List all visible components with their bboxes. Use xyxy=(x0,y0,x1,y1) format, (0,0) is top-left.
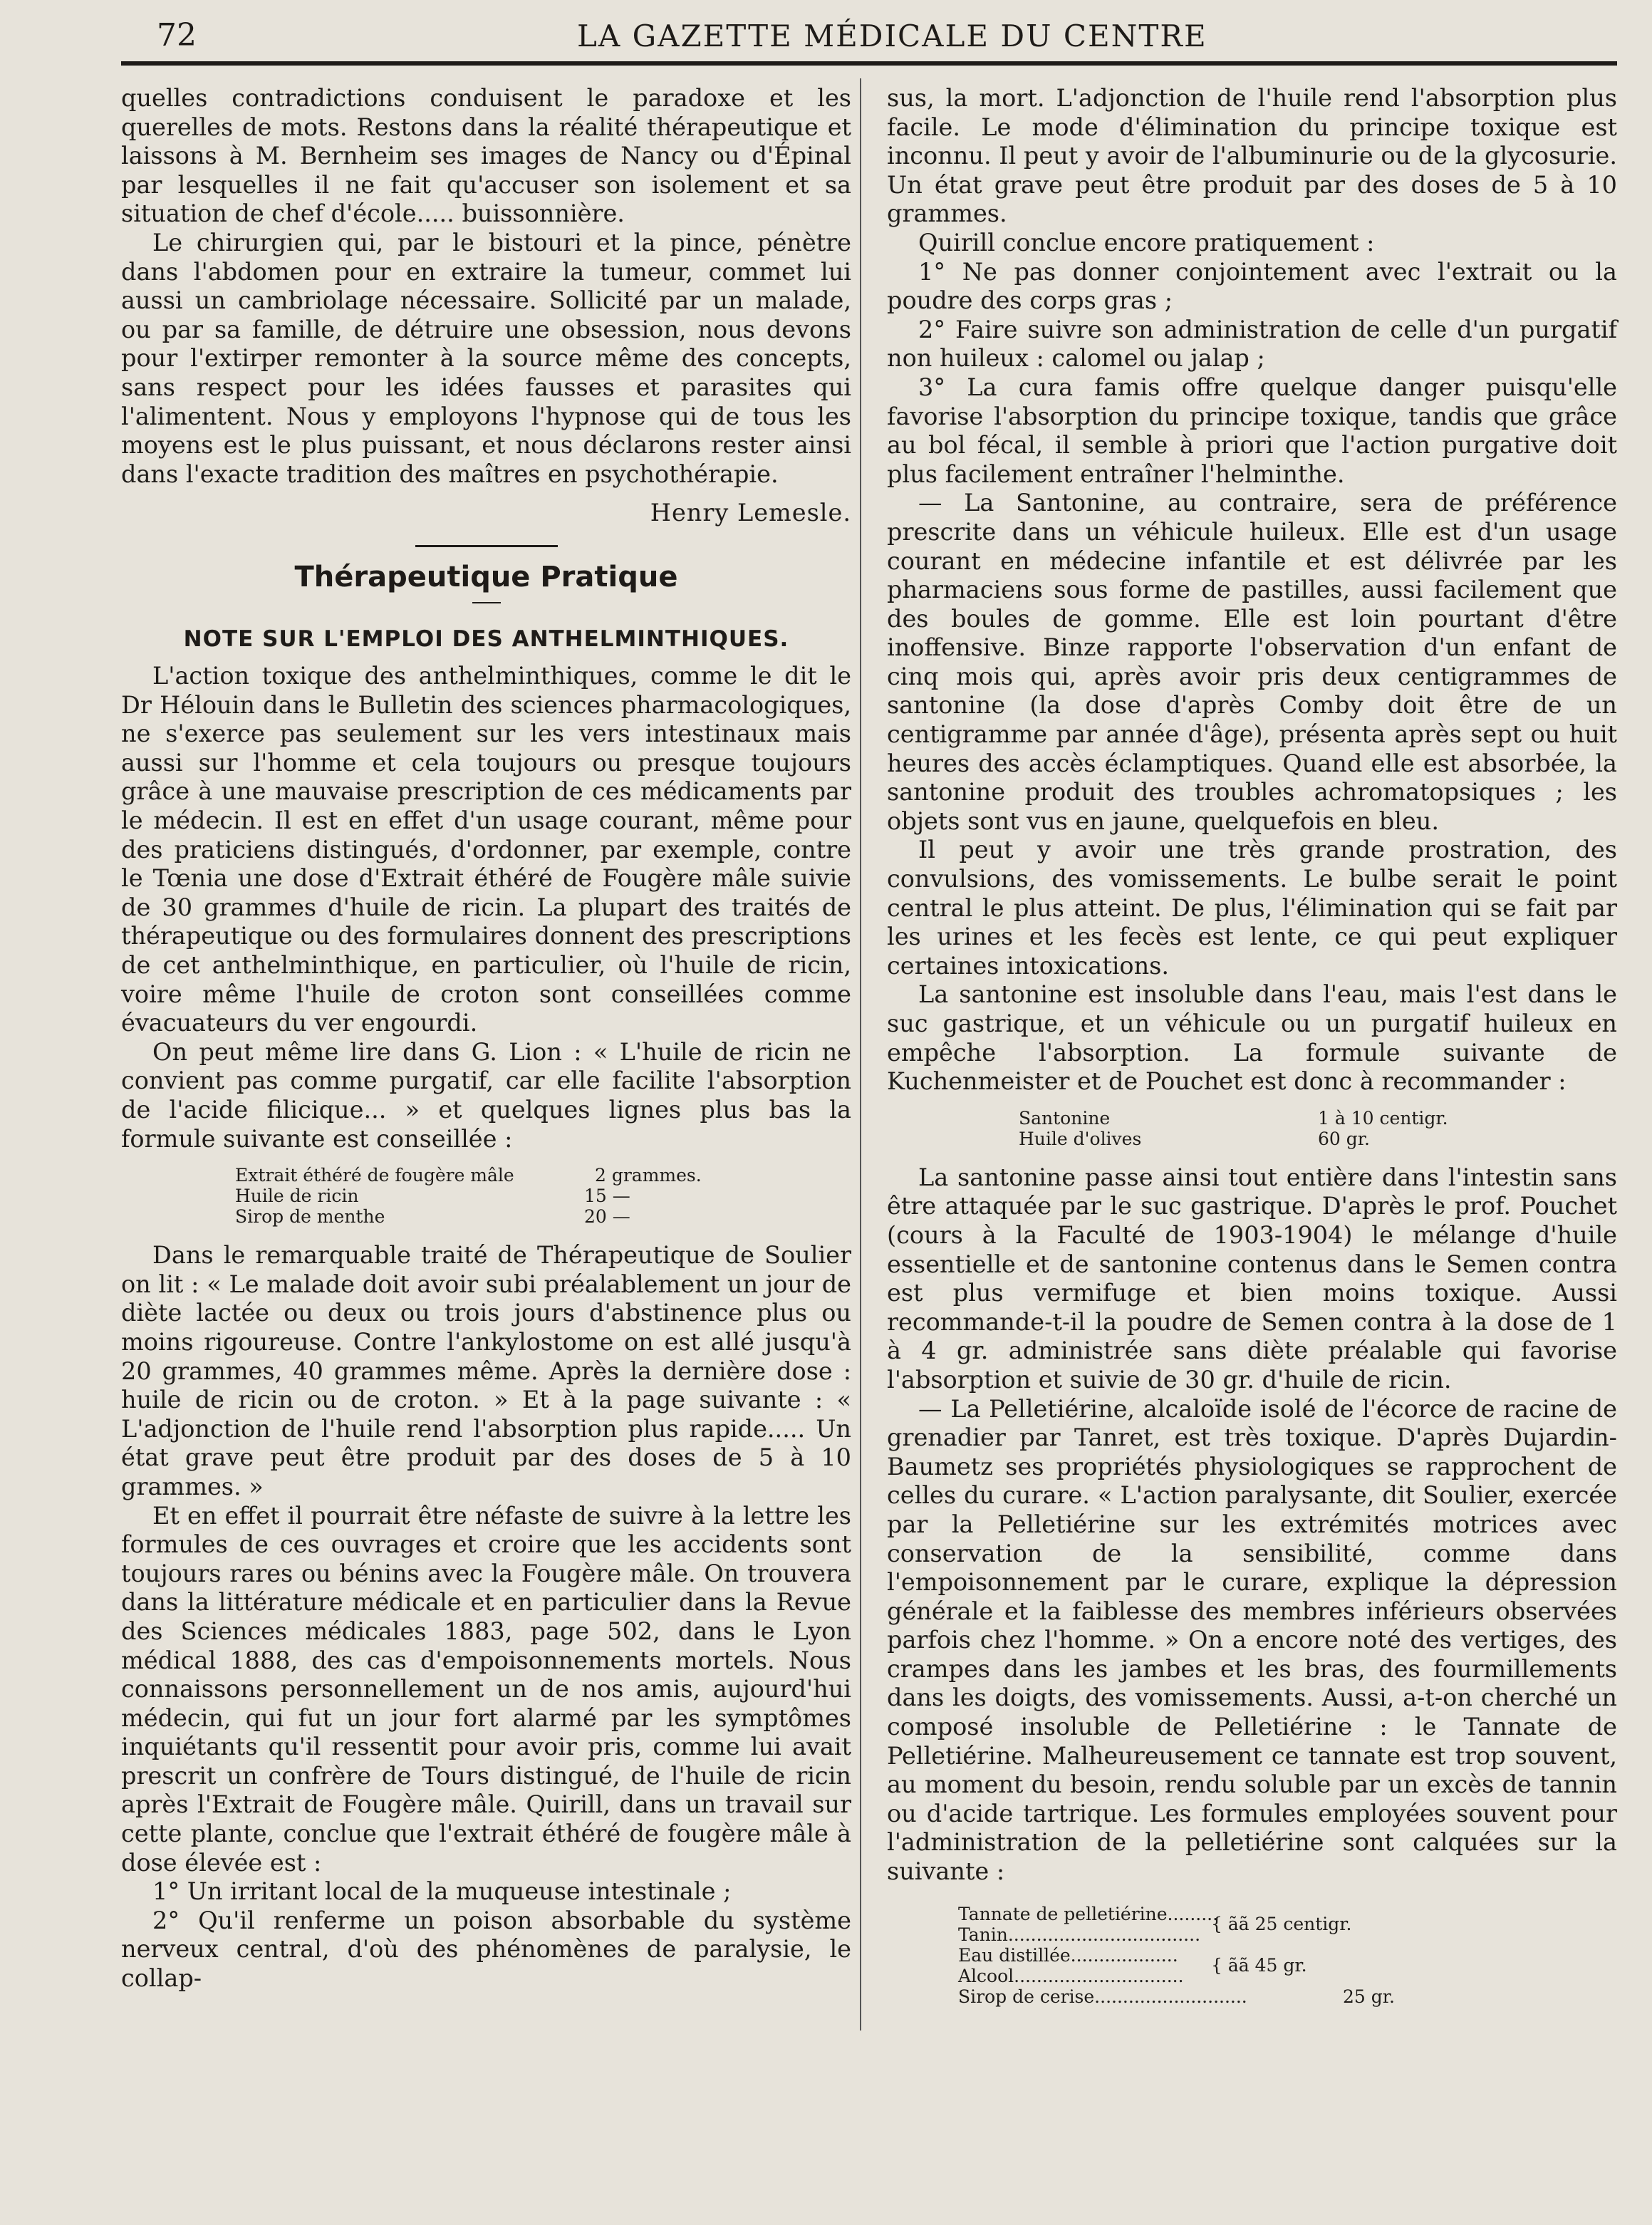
prescription-formula xyxy=(887,1904,1617,2007)
journal-title: LA GAZETTE MÉDICALE DU CENTRE xyxy=(577,19,1207,53)
paragraph: Dans le remarquable traité de Thérapeutique de Soulier on lit : « Le malade doit avoir subi préalablement un jour de diète lactée ou deux ou trois jours d'abstinence plus ou moins rigoureuse. Contre l'ankylostome on est allé jusqu'à 20 grammes, 40 grammes même. Après la dernière dose : huile de ricin ou de croton. » Et à la page suivante : « L'adjonction de l'huile rend l'absorption plus rapide..... Un état grave peut être produit par des doses de 5 à 10 grammes. » xyxy=(121,1241,851,1500)
paragraph: L'action toxique des anthelminthiques, comme le dit le Dr Hélouin dans le Bulletin des sciences pharmacologiques, ne s'exerce pas seulement sur les vers intestinaux mais aussi sur l'homme et cela toujours ou presque toujours grâce à une mauvaise prescription de ces médicaments par le médecin. Il est en effet d'un usage courant, même pour des praticiens distingués, d'ordonner, par exemple, contre le Tœnia une dose d'Extrait éthéré de Fougère mâle suivie de 30 grammes d'huile de ricin. La plupart des traités de thérapeutique ou des formulaires donnent des prescriptions de cet anthelminthique, en particulier, où l'huile de ricin, voire même l'huile de croton sont conseillées comme évacuateurs du ver engourdi. xyxy=(121,662,851,1037)
section-separator xyxy=(415,545,558,547)
author-signature: Henry Lemesle. xyxy=(650,499,851,527)
page-number: 72 xyxy=(157,17,197,53)
paragraph: La santonine est insoluble dans l'eau, mais l'est dans le suc gastrique, et un véhicule ou un purgatif huileux en empêche l'absorption. La formule suivante de Kuchenmeister et de Pouchet est donc à recommander : xyxy=(887,980,1617,1096)
page-header xyxy=(121,14,1624,57)
dose: 1 à 10 centigr. xyxy=(1318,1107,1448,1129)
section-title: Thérapeutique Pratique xyxy=(294,560,678,593)
paragraph: Le chirurgien qui, par le bistouri et la pince, pénètre dans l'abdomen pour en extraire la tumeur, commet lui aussi un cambriolage nécessaire. Sollicité par un malade, ou par sa famille, de détruire une obsession, nous devons pour l'extirper remonter à la source même des concepts, sans respect pour les idées fausses et parasites qui l'alimentent. Nous y employons l'hypnose qui de tous les moyens est le plus puissant, et nous déclarons rester ainsi dans l'exacte tradition des maîtres en psychothérapie. xyxy=(121,228,851,488)
ingredient: Huile d'olives xyxy=(1019,1128,1142,1149)
ingredient: Eau distillée................... xyxy=(958,1944,1178,1966)
paragraph: — La Pelletiérine, alcaloïde isolé de l'écorce de racine de grenadier par Tanret, est très toxique. D'après Dujardin-Baumetz ses propriétés physiologiques se rapprochent de celles du curare. « L'action paralysante, dit Soulier, exercée par la Pelletiérine sur les extrémités motrices avec conservation de la sensibilité, comme dans l'empoisonnement par le curare, explique la dépression générale et la faiblesse des membres inférieurs observées parfois chez l'homme. » On a encore noté des vertiges, des crampes dans les jambes et les bras, des fourmillements dans les doigts, des vomissements. Aussi, a-t-on cherché un composé insoluble de Pelletiérine : le Tannate de Pelletiérine. Malheureusement ce tannate est trop souvent, au moment du besoin, rendu soluble par un excès de tannin ou d'acide tartrique. Les formules employées souvent pour l'administration de la pelletiérine sont calquées sur la suivante : xyxy=(887,1394,1617,1886)
list-item: 3° La cura famis offre quelque danger puisqu'elle favorise l'absorption du principe toxique, tandis que grâce au bol fécal, il semble à priori que l'action purgative doit plus facilement entraîner l'helminthe. xyxy=(887,373,1617,488)
dose: 20 — xyxy=(584,1206,630,1228)
list-item: 1° Un irritant local de la muqueuse intestinale ; xyxy=(152,1877,732,1906)
paragraph: On peut même lire dans G. Lion : « L'huile de ricin ne convient pas comme purgatif, car elle facilite l'absorption de l'acide filicique... » et quelques lignes plus bas la formule suivante est conseillée : xyxy=(121,1037,851,1153)
list-item: 2° Faire suivre son administration de celle d'un purgatif non huileux : calomel ou jalap ; xyxy=(887,315,1617,373)
formula-row xyxy=(1019,1108,1617,1129)
paragraph: La santonine passe ainsi tout entière dans l'intestin sans être attaquée par le suc gastrique. D'après le prof. Pouchet (cours à la Faculté de 1903-1904) le mélange d'huile essentielle et de santonine contenus dans le Semen contra est plus vermifuge et bien moins toxique. Aussi recommande-t-il la poudre de Semen contra à la dose de 1 à 4 gr. administrée sans diète préalable qui favorise l'absorption et suivie de 30 gr. d'huile de ricin. xyxy=(887,1163,1617,1394)
paragraph: quelles contradictions conduisent le paradoxe et les querelles de mots. Restons dans la réalité thérapeutique et laissons à M. Bernheim ses images de Nancy ou d'Épinal par lesquelles il ne fait qu'accuser son isolement et sa situation de chef d'école..... buissonnière. xyxy=(121,84,851,228)
column-divider xyxy=(860,78,861,2030)
dose: 25 gr. xyxy=(1343,1986,1395,2007)
dose: { ãã 45 gr. xyxy=(1211,1954,1307,1976)
paragraph: Et en effet il pourrait être néfaste de suivre à la lettre les formules de ces ouvrages et croire que les accidents sont toujours rares ou bénins avec la Fougère mâle. On trouvera dans la littérature médicale et en particulier dans la Revue des Sciences médicales 1883, page 502, dans le Lyon médical 1888, des cas d'empoisonnements mortels. Nous connaissons personnellement un de nos amis, aujourd'hui médecin, qui fut un jour fort alarmé par les symptômes inquiétants qu'il ressentit pour avoir pris, comme lui avait prescrit un confrère de Tours distingué, de l'huile de ricin après l'Extrait de Fougère mâle. Quirill, dans un travail sur cette plante, conclue que l'extrait éthéré de fougère mâle à dose élevée est : xyxy=(121,1501,851,1877)
right-column xyxy=(887,84,1617,2021)
ingredient: Tannate de pelletiérine......... xyxy=(958,1903,1219,1924)
formula-row xyxy=(235,1206,851,1227)
ingredient: Extrait éthéré de fougère mâle xyxy=(235,1165,514,1186)
formula-row xyxy=(235,1186,851,1206)
dose: 2 grammes. xyxy=(595,1165,702,1186)
paragraph: — La Santonine, au contraire, sera de préférence prescrite dans un véhicule huileux. Elle est d'un usage courant en médecine infantile et est délivrée par les pharmaciens sous forme de pastilles, aussi facilement que des boules de gomme. Elle est loin pourtant d'être inoffensive. Binze rapporte l'observation d'un enfant de cinq mois qui, après avoir pris deux centigrammes de santonine (la dose d'après Comby doit être de un centigramme par année d'âge), présenta après sept ou huit heures des accès éclamptiques. Quand elle est absorbée, la santonine produit des troubles achromatopsiques ; les objets sont vus en jaune, quelquefois en bleu. xyxy=(887,489,1617,835)
dose: 15 — xyxy=(584,1186,630,1207)
ingredient: Sirop de cerise........................... xyxy=(958,1986,1247,2007)
list-item: 1° Ne pas donner conjointement avec l'extrait ou la poudre des corps gras ; xyxy=(887,257,1617,315)
header-rule xyxy=(121,61,1617,66)
title-dash xyxy=(472,602,501,603)
paragraph: sus, la mort. L'adjonction de l'huile rend l'absorption plus facile. Le mode d'élimination du principe toxique est inconnu. Il peut y avoir de l'albuminurie ou de la glycosurie. Un état grave peut être produit par des doses de 5 à 10 grammes. xyxy=(887,84,1617,228)
ingredient: Santonine xyxy=(1019,1107,1111,1129)
paragraph: Il peut y avoir une très grande prostration, des convulsions, des vomissements. Le bulbe serait le point central le plus atteint. De plus, l'élimination qui se fait par les urines et les fecès est lente, ce qui peut expliquer certaines intoxications. xyxy=(887,836,1617,980)
dose: { ãã 25 centigr. xyxy=(1211,1913,1352,1934)
dose: 60 gr. xyxy=(1318,1128,1370,1149)
formula-row xyxy=(1019,1129,1617,1149)
prescription-formula xyxy=(121,1165,851,1227)
prescription-formula xyxy=(887,1108,1617,1149)
ingredient: Alcool.............................. xyxy=(958,1965,1184,1986)
formula-row xyxy=(235,1165,851,1186)
article-title: NOTE SUR L'EMPLOI DES ANTHELMINTHIQUES. xyxy=(183,626,789,652)
list-item: 2° Qu'il renferme un poison absorbable du système nerveux central, d'où des phénomènes de paralysie, le collap- xyxy=(121,1906,851,1993)
ingredient: Sirop de menthe xyxy=(235,1206,385,1228)
formula-row xyxy=(958,1986,1617,2007)
paragraph: Quirill conclue encore pratiquement : xyxy=(918,228,1375,256)
ingredient: Tanin.................................. xyxy=(958,1924,1201,1945)
ingredient: Huile de ricin xyxy=(235,1186,359,1207)
left-column xyxy=(121,84,851,1993)
